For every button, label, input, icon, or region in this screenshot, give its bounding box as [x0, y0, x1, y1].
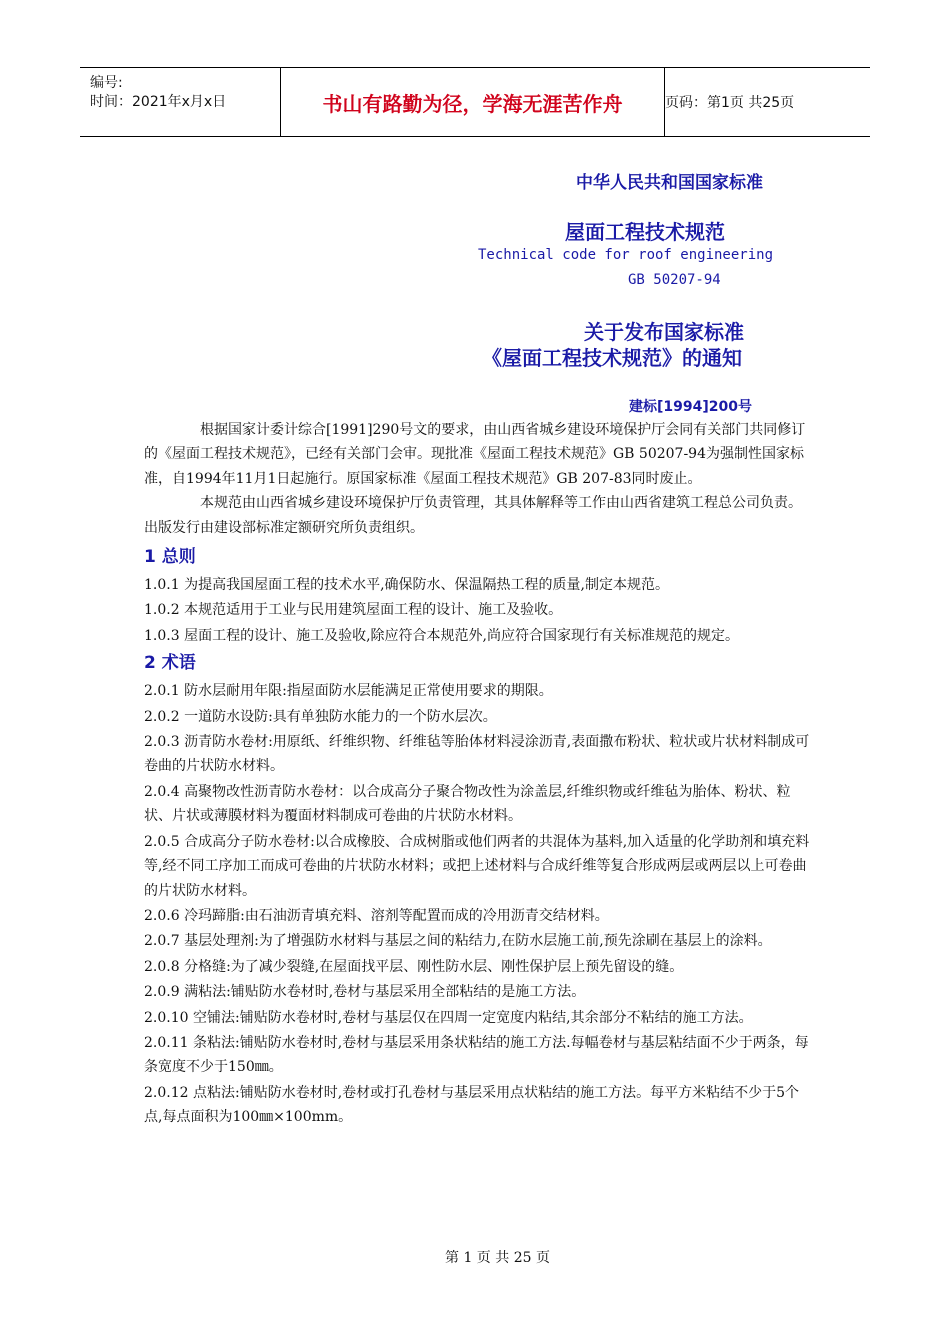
paragraph: 根据国家计委计综合[1991]290号文的要求，由山西省城乡建设环境保护厅会同有关部门共同修订的《屋面工程技术规范》，已经有关部门会审。现批准《屋面工程技术规范》GB 50207-94为强制性国家标准，自1994年11月1日起施行。原国家标准《屋面工程技术规范》GB 207-83同时废止。 [144, 422, 806, 487]
section-heading-terms: 2 术语 [144, 653, 196, 674]
header-meta [80, 68, 280, 136]
page-footer [0, 1247, 950, 1267]
clause: 2.0.5 合成高分子防水卷材:以合成橡胶、合成树脂或他们两者的共混体为基料,加入适量的化学助剂和填充料等,经不同工序加工而成可卷曲的片状防水材料；或把上述材料与合成纤维等复合形成两层或两层以上可卷曲的片状防水材料。 [144, 833, 810, 899]
header-table [80, 67, 870, 137]
document-code: GB 50207-94 [628, 272, 721, 288]
document-title: 屋面工程技术规范 [565, 220, 725, 244]
paragraph: 本规范由山西省城乡建设环境保护厅负责管理，其具体解释等工作由山西省建筑工程总公司负责。出版发行由建设部标准定额研究所负责组织。 [144, 495, 802, 536]
document-body [144, 418, 814, 1130]
notice-title-line2: 《屋面工程技术规范》的通知 [482, 346, 742, 370]
page-label-text: 页码：第1页 共25页 [665, 95, 795, 111]
issuing-org: 中华人民共和国国家标准 [576, 173, 763, 193]
clause: 2.0.9 满粘法:铺贴防水卷材时,卷材与基层采用全部粘结的是施工方法。 [144, 984, 586, 1001]
notice-title-line1: 关于发布国家标准 [584, 320, 744, 344]
clause: 2.0.7 基层处理剂:为了增强防水材料与基层之间的粘结力,在防水层施工前,预先涂刷在基层上的涂料。 [144, 933, 772, 950]
clause: 1.0.3 屋面工程的设计、施工及验收,除应符合本规范外,尚应符合国家现行有关标准规范的规定。 [144, 627, 739, 644]
clause: 2.0.12 点粘法:铺贴防水卷材时,卷材或打孔卷材与基层采用点状粘结的施工方法。每平方米粘结不少于5个点,每点面积为100㎜×100mm。 [144, 1084, 800, 1126]
notice-doc-number: 建标[1994]200号 [629, 399, 752, 415]
motto: 书山有路勤为径，学海无涯苦作舟 [322, 91, 623, 116]
document-title-english: Technical code for roof engineering [478, 247, 774, 263]
clause: 2.0.11 条粘法:铺贴防水卷材时,卷材与基层采用条状粘结的施工方法.每幅卷材与基层粘结面不少于两条，每条宽度不少于150㎜。 [144, 1034, 809, 1076]
section-heading-general: 1 总则 [144, 547, 196, 568]
number-label: 编号: [90, 75, 123, 91]
footer-page-number: 第 1 页 共 25 页 [445, 1250, 550, 1266]
clause: 2.0.4 高聚物改性沥青防水卷材：以合成高分子聚合物改性为涂盖层,纤维织物或纤维毡为胎体、粉状、粒状、片状或薄膜材料为覆面材料制成可卷曲的片状防水材料。 [144, 783, 791, 825]
time-label: 时间：2021年x月x日 [90, 94, 227, 110]
page-label [665, 68, 870, 136]
clause: 2.0.3 沥青防水卷材:用原纸、纤维织物、纤维毡等胎体材料浸涂沥青,表面撒布粉状、粒状或片状材料制成可卷曲的片状防水材料。 [144, 734, 810, 775]
clause: 2.0.2 一道防水设防:具有单独防水能力的一个防水层次。 [144, 708, 497, 725]
clause: 2.0.6 冷玛蹄脂:由石油沥青填充料、溶剂等配置而成的冷用沥青交结材料。 [144, 907, 609, 924]
clause: 2.0.1 防水层耐用年限:指屋面防水层能满足正常使用要求的期限。 [144, 683, 553, 700]
clause: 2.0.10 空铺法:铺贴防水卷材时,卷材与基层仅在四周一定宽度内粘结,其余部分不粘结的施工方法。 [144, 1009, 753, 1026]
clause: 1.0.2 本规范适用于工业与民用建筑屋面工程的设计、施工及验收。 [144, 602, 563, 619]
clause: 2.0.8 分格缝:为了减少裂缝,在屋面找平层、刚性防水层、刚性保护层上预先留设的缝。 [144, 958, 684, 975]
clause: 1.0.1 为提高我国屋面工程的技术水平,确保防水、保温隔热工程的质量,制定本规范。 [144, 577, 669, 594]
